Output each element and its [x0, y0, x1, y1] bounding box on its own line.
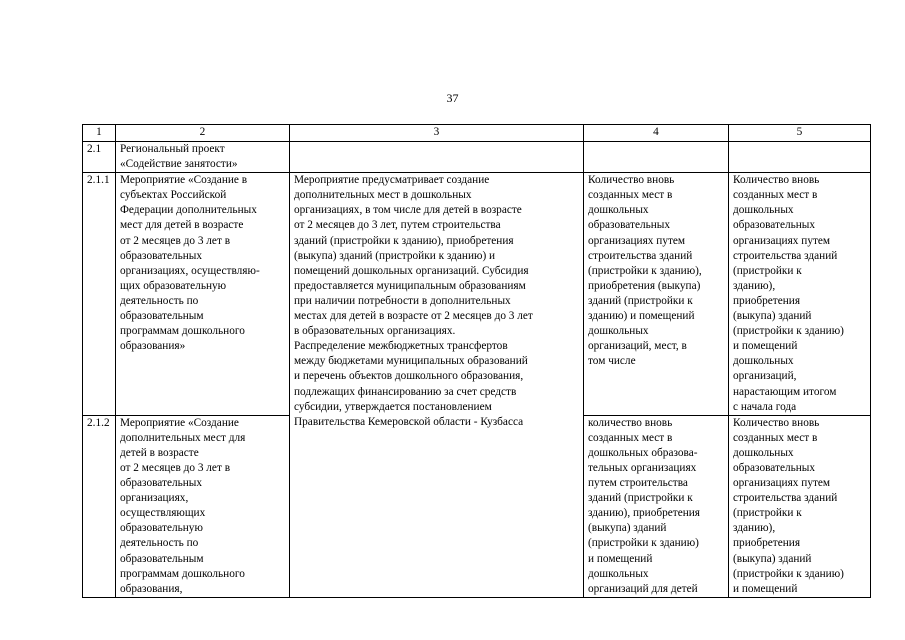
- row-number: 2.1.1: [83, 173, 116, 416]
- column-number-3: 3: [290, 125, 584, 142]
- row-description: [290, 142, 584, 173]
- table-row: [83, 142, 871, 173]
- row-name: Мероприятие «Создание дополнительных мест для детей в возрасте от 2 месяцев до 3 лет в образовательных организациях, осуществляющих образовательную деятельность по образовательным программам дошкольного образования,: [116, 415, 290, 597]
- page-number: 37: [446, 91, 459, 105]
- row-target: Количество вновь созданных мест в дошкольных образовательных организациях путем строительства зданий (пристройки к зданию), приобретения (выкупа) зданий (пристройки к зданию) и помещений дошкольных организаций, нарастающим итогом с начала года: [729, 173, 871, 416]
- row-number: 2.1.2: [83, 415, 116, 597]
- row-target: [729, 142, 871, 173]
- column-number-5: 5: [729, 125, 871, 142]
- row-indicator: Количество вновь созданных мест в дошкольных образовательных организациях путем строительства зданий (пристройки к зданию), приобретения (выкупа) зданий (пристройки к зданию) и помещений дошкольных организаций, мест, в том числе: [584, 173, 729, 416]
- merged-description-cell: Мероприятие предусматривает создание дополнительных мест в дошкольных организациях, в том числе для детей в возрасте от 2 месяцев до 3 лет, путем строительства зданий (пристройки к зданию), приобретения (выкупа) зданий (пристройки к зданию) и помещений дошкольных организаций. Субсидия предоставляется муниципальным образованиям при наличии потребности в дополнительных местах для детей в возрасте от 2 месяцев до 3 лет в образовательных организациях. Распределение межбюджетных трансфертов между бюджетами муниципальных образований и перечень объектов дошкольного образования, подлежащих финансированию за счет средств субсидии, утверждается постановлением Правительства Кемеровской области - Кузбасса: [290, 173, 584, 598]
- column-number-2: 2: [116, 125, 290, 142]
- row-name: Мероприятие «Создание в субъектах Российской Федерации дополнительных мест для детей в возрасте от 2 месяцев до 3 лет в образовательных организациях, осуществляю- щих образовательную деятельность по образовательным программам дошкольного образования»: [116, 173, 290, 416]
- table-row: [83, 173, 871, 416]
- column-number-1: 1: [83, 125, 116, 142]
- column-number-4: 4: [584, 125, 729, 142]
- measures-table: [82, 124, 871, 598]
- row-name: Региональный проект «Содействие занятости»: [116, 142, 290, 173]
- table-header-row: [83, 125, 871, 142]
- row-indicator: [584, 142, 729, 173]
- row-target: Количество вновь созданных мест в дошкольных образовательных организациях путем строительства зданий (пристройки к зданию), приобретения (выкупа) зданий (пристройки к зданию) и помещений: [729, 415, 871, 597]
- row-number: 2.1: [83, 142, 116, 173]
- row-indicator: количество вновь созданных мест в дошкольных образова- тельных организациях путем строительства зданий (пристройки к зданию), приобретения (выкупа) зданий (пристройки к зданию) и помещений дошкольных организаций для детей: [584, 415, 729, 597]
